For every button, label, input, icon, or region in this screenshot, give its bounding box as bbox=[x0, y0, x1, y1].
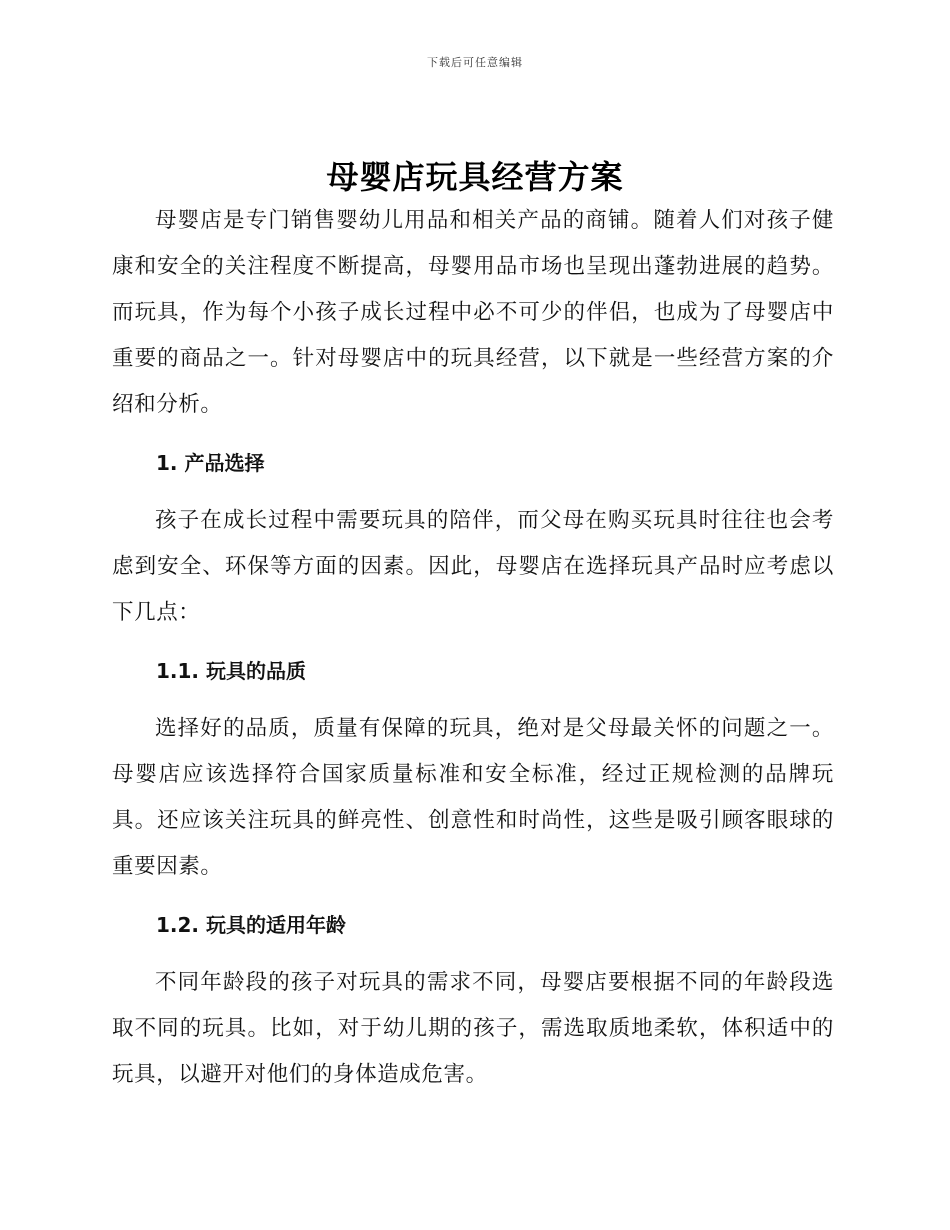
document-title: 母婴店玩具经营方案 bbox=[326, 158, 624, 196]
section-paragraph-toy-age: 不同年龄段的孩子对玩具的需求不同，母婴店要根据不同的年龄段选取不同的玩具。比如，对于幼儿期的孩子，需选取质地柔软，体积适中的玩具，以避开对他们的身体造成危害。 bbox=[112, 970, 834, 1087]
header-note: 下载后可任意编辑 bbox=[427, 56, 523, 69]
section-heading-product-selection: 1. 产品选择 bbox=[156, 451, 265, 475]
section-paragraph-product-selection: 孩子在成长过程中需要玩具的陪伴，而父母在购买玩具时往往也会考虑到安全、环保等方面的因素。因此，母婴店在选择玩具产品时应考虑以下几点： bbox=[112, 508, 834, 625]
section-heading-toy-quality: 1.1. 玩具的品质 bbox=[156, 659, 306, 683]
intro-paragraph: 母婴店是专门销售婴幼儿用品和相关产品的商铺。随着人们对孩子健康和安全的关注程度不断提高，母婴用品市场也呈现出蓬勃进展的趋势。而玩具，作为每个小孩子成长过程中必不可少的伴侣，也成为了母婴店中重要的商品之一。针对母婴店中的玩具经营，以下就是一些经营方案的介绍和分析。 bbox=[112, 208, 834, 417]
document-body bbox=[112, 198, 834, 1098]
section-heading-toy-age: 1.2. 玩具的适用年龄 bbox=[156, 913, 346, 937]
section-paragraph-toy-quality: 选择好的品质，质量有保障的玩具，绝对是父母最关怀的问题之一。母婴店应该选择符合国家质量标准和安全标准，经过正规检测的品牌玩具。还应该关注玩具的鲜亮性、创意性和时尚性，这些是吸引顾客眼球的重要因素。 bbox=[112, 716, 834, 879]
